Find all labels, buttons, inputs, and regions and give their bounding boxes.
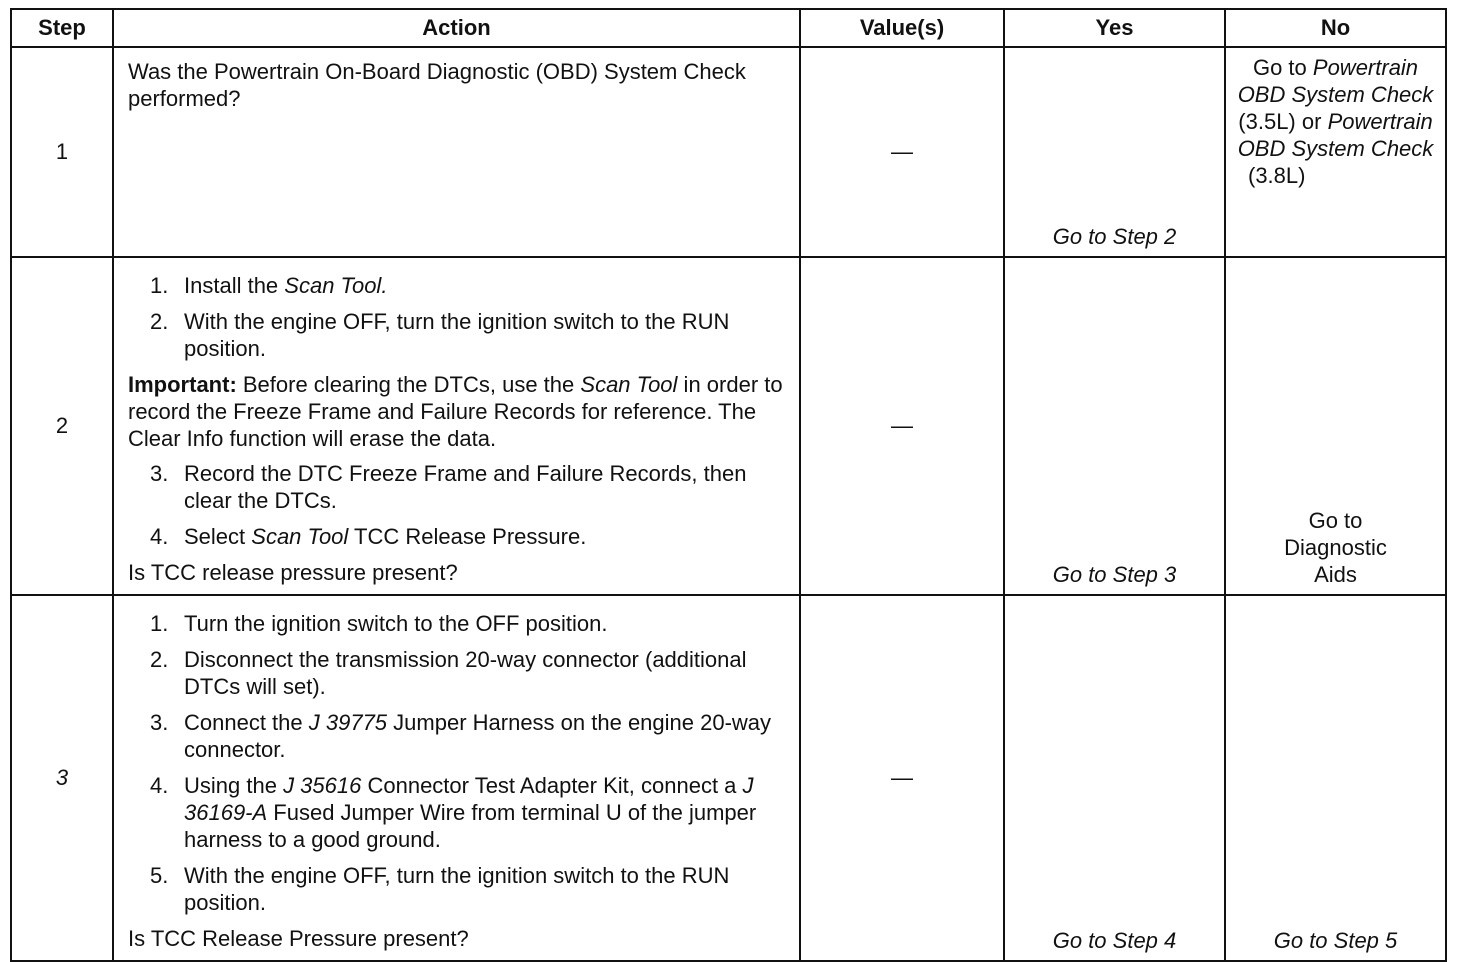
table-row — [11, 595, 1446, 961]
item-text: Connect the — [184, 710, 309, 735]
no-link[interactable]: Go to Diagnostic Aids — [1284, 508, 1387, 587]
no-link-obd-35[interactable]: Powertrain OBD System Check — [1237, 55, 1434, 107]
step-number — [11, 595, 113, 961]
value-cell — [800, 595, 1004, 961]
important-text-end: in order to record the Freeze Frame and Failure Records for reference. The Clear Info function will erase the data. — [128, 372, 783, 451]
item-number: 4. — [150, 773, 169, 798]
value-dash: — — [891, 765, 913, 790]
item-text: With the engine OFF, turn the ignition switch to the RUN position. — [184, 309, 730, 361]
step-question: Was the Powertrain On-Board Diagnostic (OBD) System Check performed? — [128, 59, 746, 111]
no-cell — [1225, 47, 1446, 257]
item-text: Select — [184, 524, 252, 549]
item-number: 1. — [150, 273, 169, 298]
important-label: Important: — [128, 372, 237, 397]
action-item — [150, 460, 785, 514]
step-number: 2 — [11, 257, 113, 595]
header-no: No — [1225, 9, 1446, 47]
value-dash: — — [891, 139, 913, 164]
item-text: With the engine OFF, turn the ignition switch to the RUN position. — [184, 863, 730, 915]
item-text: Turn the ignition switch to the OFF position. — [184, 611, 608, 636]
action-item — [150, 709, 785, 763]
action-item — [150, 272, 785, 299]
action-cell — [113, 47, 800, 257]
table-row — [11, 47, 1446, 257]
no-goto: Go to — [1252, 55, 1307, 80]
item-text: Record the DTC Freeze Frame and Failure Records, then clear the DTCs. — [184, 461, 747, 513]
item-number: 3. — [150, 461, 169, 486]
step-number-text: 3 — [55, 765, 69, 790]
header-row — [11, 9, 1446, 47]
yes-link[interactable]: Go to Step 2 — [1052, 224, 1177, 249]
step-question: Is TCC release pressure present? — [128, 560, 458, 585]
item-number: 1. — [150, 611, 169, 636]
no-engine-35: (3.5L) or — [1238, 109, 1322, 134]
item-emphasis: J 39775 — [308, 710, 388, 735]
item-text-end: Jumper Harness on the engine 20-way connector. — [184, 710, 772, 762]
no-cell — [1225, 595, 1446, 961]
action-cell — [113, 595, 800, 961]
item-emphasis: Scan Tool. — [284, 273, 388, 298]
item-emphasis: J 35616 — [283, 773, 362, 798]
table-row — [11, 257, 1446, 595]
no-link[interactable]: Go to Step 5 — [1273, 928, 1398, 953]
action-item — [150, 523, 785, 550]
header-yes: Yes — [1004, 9, 1225, 47]
item-number: 3. — [150, 710, 169, 735]
item-text: Disconnect the transmission 20-way connector (additional DTCs will set). — [184, 647, 747, 699]
no-link-obd-38[interactable]: Powertrain OBD System Check — [1237, 109, 1434, 161]
action-item — [150, 646, 785, 700]
yes-cell — [1004, 257, 1225, 595]
action-item — [150, 862, 785, 916]
yes-link[interactable]: Go to Step 3 — [1052, 562, 1177, 587]
header-action: Action — [113, 9, 800, 47]
item-emphasis: Scan Tool — [251, 524, 349, 549]
yes-link[interactable]: Go to Step 4 — [1052, 928, 1177, 953]
header-step: Step — [11, 9, 113, 47]
item-text-end: TCC Release Pressure. — [348, 524, 587, 549]
item-number: 5. — [150, 863, 169, 888]
yes-cell — [1004, 47, 1225, 257]
action-item — [150, 772, 785, 853]
item-number: 2. — [150, 309, 169, 334]
item-number: 2. — [150, 647, 169, 672]
action-cell — [113, 257, 800, 595]
item-text: Using the — [184, 773, 284, 798]
item-text-end: Fused Jumper Wire from terminal U of the jumper harness to a good ground. — [184, 800, 757, 852]
item-text-mid: Connector Test Adapter Kit, connect a — [361, 773, 743, 798]
item-text: Install the — [184, 273, 285, 298]
value-cell — [800, 47, 1004, 257]
step-question: Is TCC Release Pressure present? — [128, 926, 469, 951]
action-item — [150, 308, 785, 362]
value-dash: — — [891, 413, 913, 438]
yes-cell — [1004, 595, 1225, 961]
item-number: 4. — [150, 524, 169, 549]
important-emphasis: Scan Tool — [580, 372, 678, 397]
step-number: 1 — [11, 47, 113, 257]
action-item — [150, 610, 785, 637]
important-note — [128, 371, 785, 452]
item-emphasis-2: J 36169-A — [184, 773, 754, 825]
diagnostic-table — [10, 8, 1447, 962]
header-values: Value(s) — [800, 9, 1004, 47]
important-text: Before clearing the DTCs, use the — [236, 372, 581, 397]
value-cell — [800, 257, 1004, 595]
no-engine-38: (3.8L) — [1248, 163, 1306, 188]
no-cell — [1225, 257, 1446, 595]
